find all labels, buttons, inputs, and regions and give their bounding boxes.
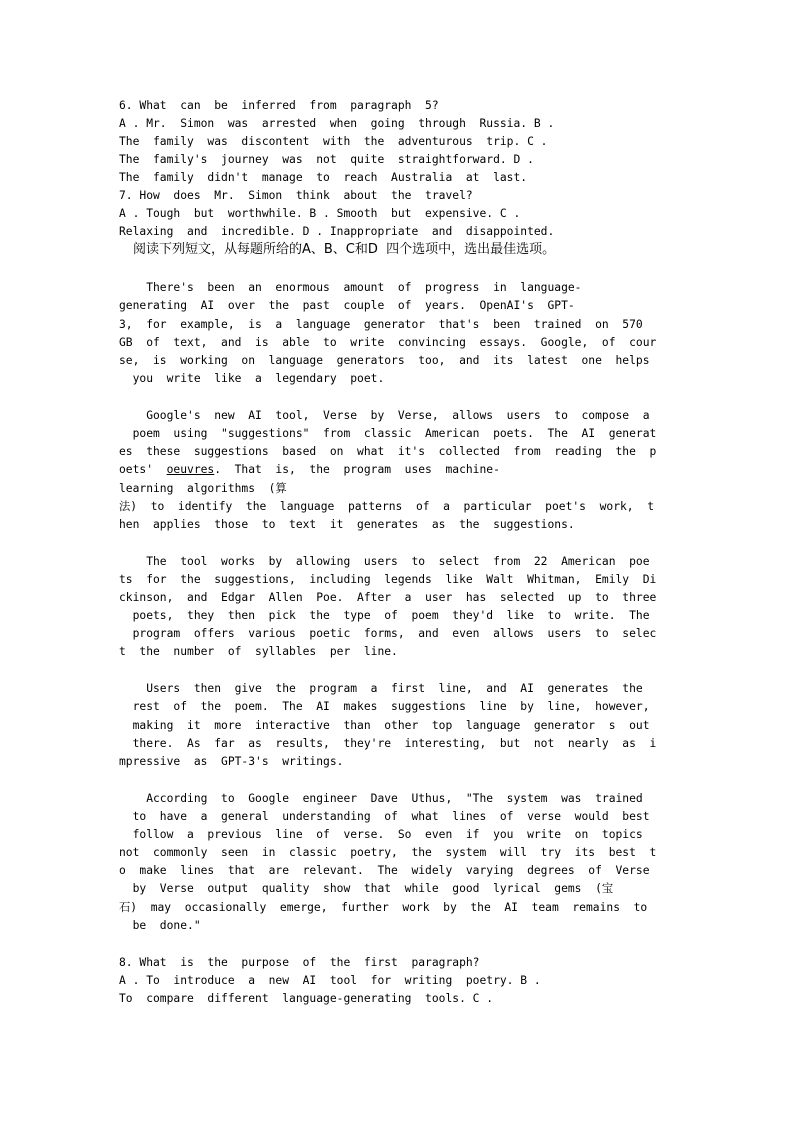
passage-p1-line: se, is working on language generators too, and its latest one helps [119,354,650,367]
passage-p3-line: The tool works by allowing users to select from 22 American poe [119,555,650,568]
passage-p2-line: poem using "suggestions" from classic American poets. The AI generat [119,427,657,440]
passage-p2-line: 法) to identify the language patterns of a particular poet's work, t [119,500,654,513]
passage-p2-line: hen applies those to text it generates as the suggestions. [119,518,575,531]
passage-p3-line: ts for the suggestions, including legends like Walt Whitman, Emily Di [119,573,657,586]
question-6-option-c: The family's journey was not quite straightforward. D . [119,153,534,166]
passage-p2-text: . That is, the program uses machine- [214,463,500,476]
passage-p1-line: GB of text, and is able to write convincing essays. Google, of cour [119,336,657,349]
passage-p5-line: 石) may occasionally emerge, further work by the AI team remains to [119,901,648,914]
reading-instruction: 阅读下列短文，从每题所给的A、B、C和D 四个选项中，选出最佳选项。 [133,242,556,257]
question-7-options-cd: Relaxing and incredible. D . Inappropriate and disappointed. [119,225,555,238]
passage-p2-text: oets' [119,463,167,476]
passage-p5-line: be done." [119,919,201,932]
passage-p3-line: program offers various poetic forms, and even allows users to selec [119,627,657,640]
question-6-stem: 6. What can be inferred from paragraph 5? [119,99,439,112]
passage-p4-line: there. As far as results, they're interesting, but not nearly as i [119,737,657,750]
passage-p4-line: rest of the poem. The AI makes suggestions line by line, however, [119,700,650,713]
passage-p1-line: There's been an enormous amount of progress in language- [119,281,582,294]
passage-p3-line: ckinson, and Edgar Allen Poe. After a user has selected up to three [119,591,657,604]
question-7-options-abc: A . Tough but worthwhile. B . Smooth but expensive. C . [119,207,521,220]
question-6-option-a: A . Mr. Simon was arrested when going through Russia. B . [119,117,555,130]
passage-p5-line: not commonly seen in classic poetry, the system will try its best t [119,846,657,859]
question-8-options-bc: To compare different language-generating tools. C . [119,992,494,1005]
passage-p4-line: Users then give the program a first line, and AI generates the [119,682,643,695]
passage-p2-line [119,461,679,479]
passage-p5-line: o make lines that are relevant. The widely varying degrees of Verse [119,864,650,877]
question-6-option-d: The family didn't manage to reach Australia at last. [119,171,528,184]
passage-p3-line: t the number of syllables per line. [119,645,398,658]
passage-p5-line: follow a previous line of verse. So even if you write on topics [119,828,643,841]
passage-p1-line: generating AI over the past couple of years. OpenAI's GPT- [119,299,575,312]
question-7-stem: 7. How does Mr. Simon think about the travel? [119,189,473,202]
passage-p4-line: mpressive as GPT-3's writings. [119,755,344,768]
question-8-stem: 8. What is the purpose of the first paragraph? [119,956,480,969]
question-6-option-b: The family was discontent with the adventurous trip. C . [119,135,548,148]
passage-p2-line: es these suggestions based on what it's collected from reading the p [119,445,657,458]
passage-p4-line: making it more interactive than other top language generator s out [119,719,650,732]
passage-p1-line: you write like a legendary poet. [119,372,385,385]
passage-p5-line: According to Google engineer Dave Uthus, "The system was trained [119,792,643,805]
underlined-word-oeuvres: oeuvres [166,463,215,476]
passage-p2-line: learning algorithms (算 [119,482,287,495]
question-8-options-ab: A . To introduce a new AI tool for writing poetry. B . [119,974,541,987]
passage-p5-line: to have a general understanding of what lines of verse would best [119,810,650,823]
passage-p2-line: Google's new AI tool, Verse by Verse, allows users to compose a [119,409,650,422]
passage-p1-line: 3, for example, is a language generator that's been trained on 570 [119,318,643,331]
passage-p5-line: by Verse output quality show that while good lyrical gems (宝 [119,882,614,895]
passage-p3-line: poets, they then pick the type of poem they'd like to write. The [119,609,650,622]
